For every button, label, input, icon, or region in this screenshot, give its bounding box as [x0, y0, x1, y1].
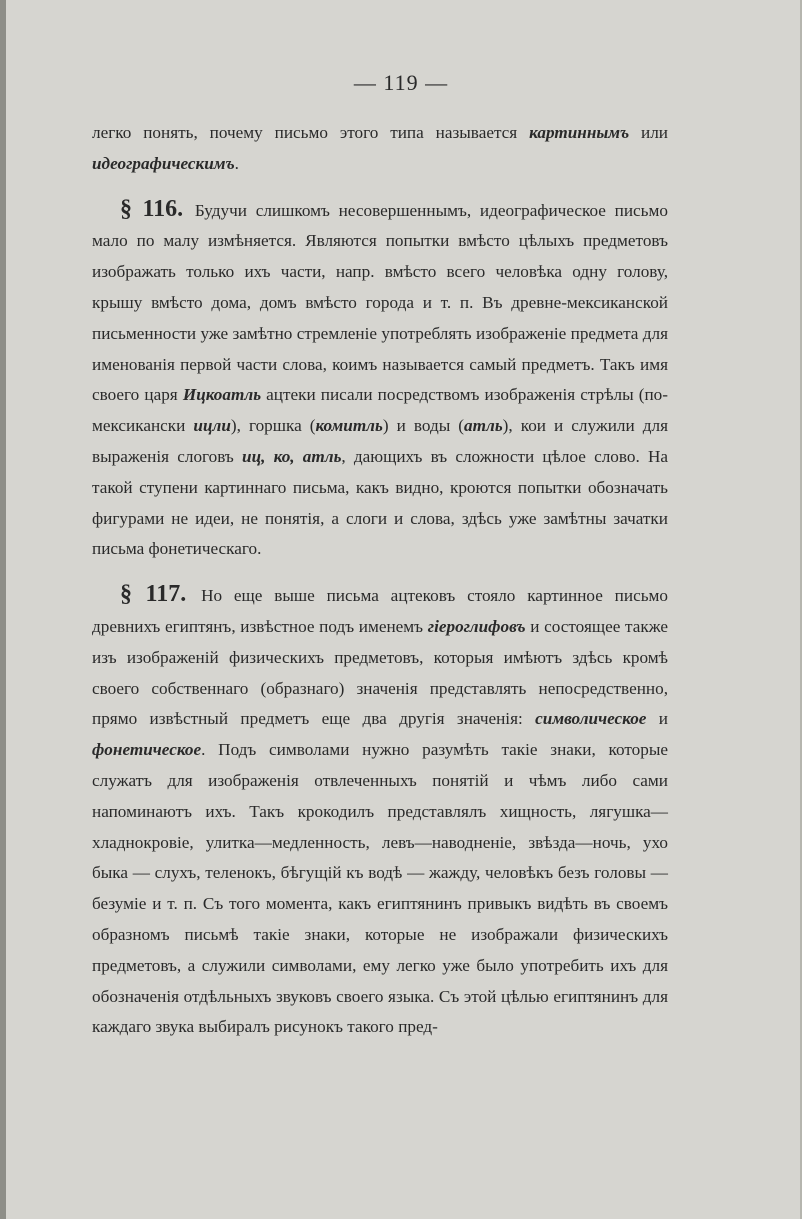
section-number: 116.	[142, 195, 184, 222]
page-number: — 119 —	[353, 70, 449, 95]
text-run: .	[234, 153, 239, 173]
text-run: . Подъ символами нужно разумѣть такіе знаки, которые служатъ для изображенія отвлеченныхъ понятій и чѣмъ либо сами напоминаютъ ихъ. Такъ крокодилъ представлялъ хищность, лягушка—хладнокровіе, улитка—медленность, левъ—наводненіе, звѣзда—ночь, ухо быка — слухъ, теленокъ, бѣгущій къ водѣ — жажду, человѣкъ безъ головы — безуміе и т. п. Съ того момента, какъ египтянинъ привыкъ видѣть въ своемъ образномъ письмѣ такіе знаки, которые не изображали физическихъ предметовъ, а служили символами, ему легко уже было употребить ихъ для обозначенія отдѣльныхъ звуковъ своего языка. Съ этой цѣлью египтянинъ для каждаго звука выбиралъ рисунокъ такого пред-	[92, 740, 668, 1037]
page-text	[92, 118, 668, 1043]
text-run: ацтеки писали посредствомъ изображенія стрѣлы (по-мексикански	[92, 385, 668, 436]
paragraph-116	[92, 194, 668, 566]
italic-term: символическое	[535, 709, 647, 729]
text-run: ), кои и служили для выраженія слоговъ	[92, 416, 668, 466]
page-binding-edge	[0, 0, 6, 1219]
italic-term: комитль	[315, 416, 383, 436]
italic-term: фонетическое	[92, 740, 202, 760]
paragraph-gap	[92, 180, 668, 194]
italic-term: гіероглифовъ	[427, 616, 526, 636]
section-heading-116	[120, 196, 183, 222]
text-run: или	[629, 123, 668, 142]
italic-term: иц, ко, атль	[242, 446, 342, 466]
section-sign: §	[120, 581, 132, 608]
section-sign: §	[120, 195, 132, 222]
paragraph-gap	[92, 565, 668, 579]
text-run: Будучи слишкомъ несовершеннымъ, идеографическое письмо мало по малу измѣняется. Являются попытки вмѣсто цѣлыхъ предметовъ изображать только ихъ части, напр. вмѣсто всего человѣка одну голову, крышу вмѣсто дома, домъ вмѣсто города и т. п. Въ древне-мексиканской письменности уже замѣтно стремленіе употреблять изображеніе предмета для именованія первой части слова, коимъ называется самый предметъ. Такъ имя своего царя	[92, 200, 668, 405]
text-run: ) и воды (	[382, 416, 465, 436]
text-run: и	[646, 709, 669, 729]
text-run: и состоящее также изъ изображеній физическихъ предметовъ, которыя имѣютъ здѣсь кромѣ своего собственнаго (образнаго) значенія представлять непосредственно, прямо извѣстный предметъ еще два другія значенія:	[92, 616, 668, 729]
italic-term: атль	[464, 416, 503, 436]
section-heading-117	[120, 581, 186, 607]
italic-term: картиннымъ	[529, 123, 630, 142]
section-number: 117.	[145, 581, 187, 608]
text-run: ), горшка (	[230, 416, 316, 436]
text-run: , дающихъ въ сложности цѣлое слово. На такой ступени картиннаго письма, какъ видно, кроются попытки обозначать фигурами не идеи, не понятія, а слоги и слова, здѣсь уже замѣтны зачатки письма фонетическаго.	[92, 446, 669, 559]
paragraph-117	[92, 579, 668, 1043]
italic-term: идеографическимъ	[92, 153, 235, 173]
text-run: Но еще выше письма ацтековъ стояло картинное письмо древнихъ египтянъ, извѣстное подъ именемъ	[92, 586, 669, 636]
italic-term: Ицкоатль	[182, 385, 262, 405]
italic-term: ицли	[193, 416, 231, 436]
text-run: легко понять, почему письмо этого типа называется	[92, 123, 530, 142]
paragraph-intro	[92, 118, 668, 180]
